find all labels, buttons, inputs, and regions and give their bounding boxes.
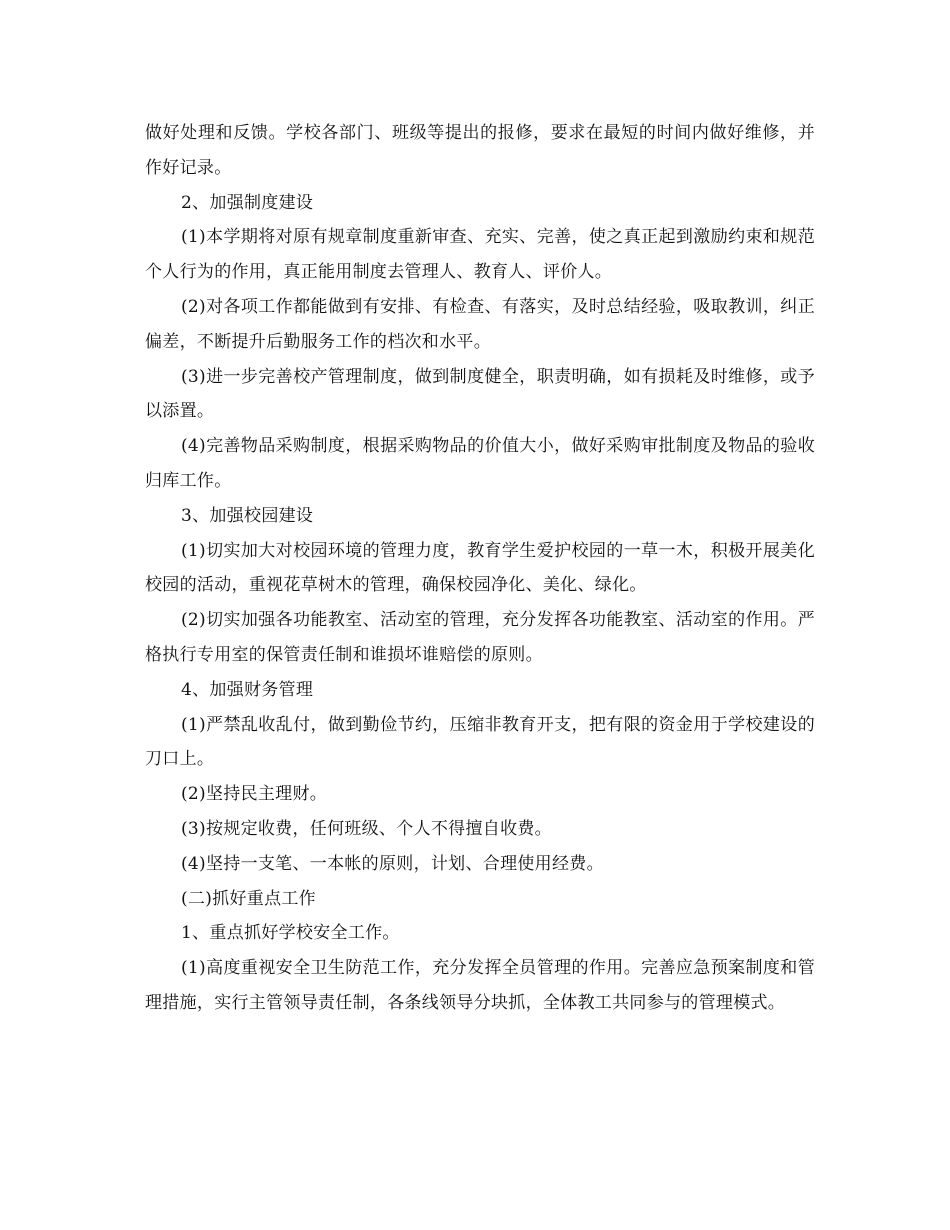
paragraph: (4)坚持一支笔、一本帐的原则，计划、合理使用经费。 bbox=[181, 853, 604, 874]
section-heading: 2、加强制度建设 bbox=[181, 192, 314, 213]
paragraph: (3)按规定收费，任何班级、个人不得擅自收费。 bbox=[181, 818, 552, 839]
paragraph: (1)高度重视安全卫生防范工作，充分发挥全员管理的作用。完善应急预案制度和管理措施，实行主管领导责任制，各条线领导分块抓，全体教工共同参与的管理模式。 bbox=[145, 958, 815, 1013]
paragraph: (2)对各项工作都能做到有安排、有检查、有落实，及时总结经验，吸取教训，纠正偏差，不断提升后勤服务工作的档次和水平。 bbox=[145, 296, 815, 352]
paragraph: (1)严禁乱收乱付，做到勤俭节约，压缩非教育开支，把有限的资金用于学校建设的刀口上。 bbox=[145, 714, 815, 770]
paragraph: (2)切实加强各功能教室、活动室的管理，充分发挥各功能教室、活动室的作用。严格执行专用室的保管责任制和谁损坏谁赔偿的原则。 bbox=[145, 610, 815, 665]
paragraph: 做好处理和反馈。学校各部门、班级等提出的报修，要求在最短的时间内做好维修，并作好记录。 bbox=[145, 123, 815, 178]
paragraph: (3)进一步完善校产管理制度，做到制度健全，职责明确，如有损耗及时维修，或予以添置。 bbox=[145, 366, 815, 422]
section-heading: (二)抓好重点工作 bbox=[181, 888, 316, 909]
document-body bbox=[145, 116, 815, 1021]
section-heading: 1、重点抓好学校安全工作。 bbox=[181, 923, 400, 944]
paragraph: (4)完善物品采购制度，根据采购物品的价值大小，做好采购审批制度及物品的验收归库工作。 bbox=[145, 436, 815, 491]
paragraph: (1)本学期将对原有规章制度重新审查、充实、完善，使之真正起到激励约束和规范个人行为的作用，真正能用制度去管理人、教育人、评价人。 bbox=[145, 227, 815, 283]
section-heading: 4、加强财务管理 bbox=[181, 679, 314, 700]
paragraph: (2)坚持民主理财。 bbox=[181, 784, 328, 805]
section-heading: 3、加强校园建设 bbox=[181, 505, 314, 526]
paragraph: (1)切实加大对校园环境的管理力度，教育学生爱护校园的一草一木，积极开展美化校园的活动，重视花草树木的管理，确保校园净化、美化、绿化。 bbox=[145, 540, 815, 596]
